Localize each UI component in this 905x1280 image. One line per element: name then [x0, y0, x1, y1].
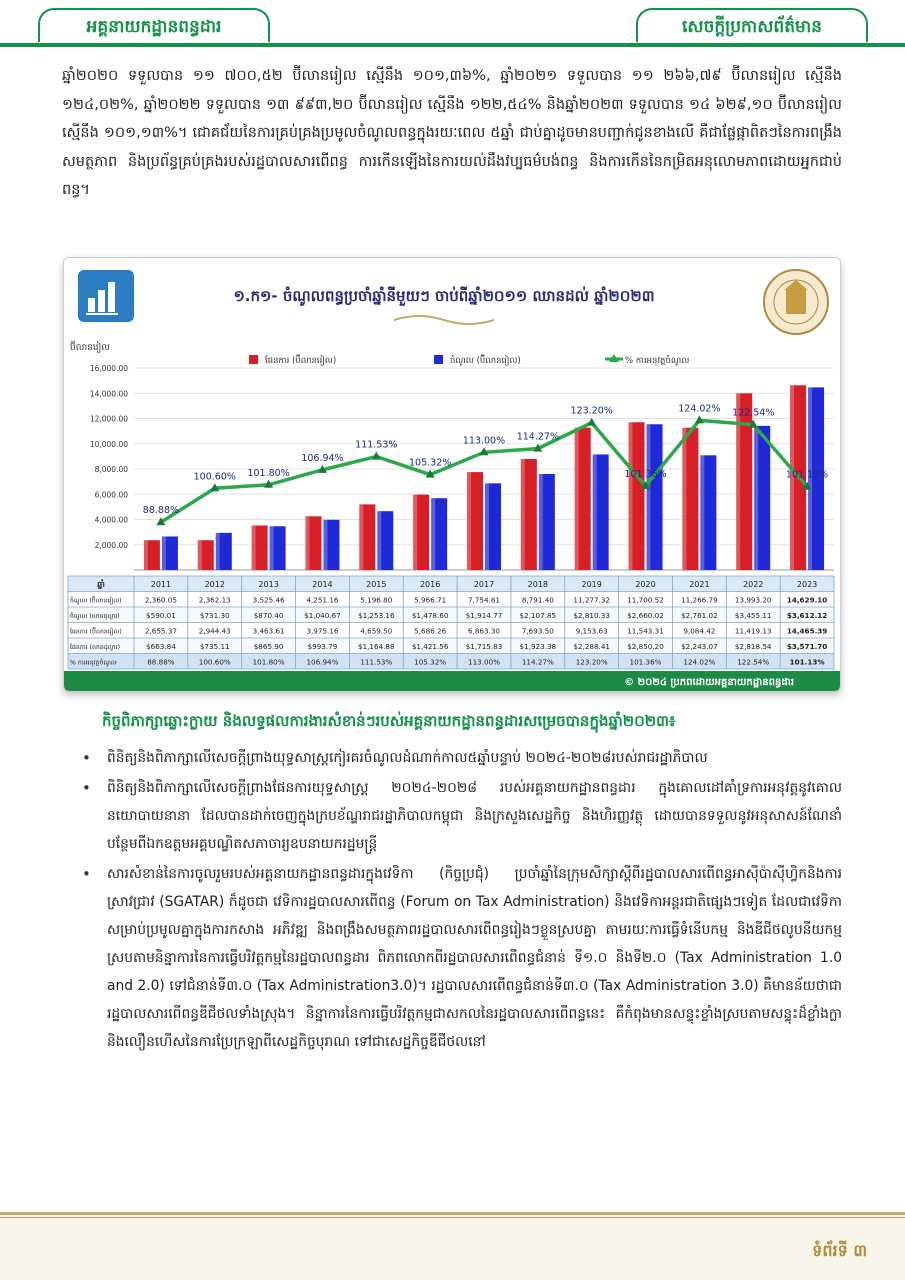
footer-decorative-band: [0, 1212, 905, 1280]
table-cell: 106.94%: [306, 657, 339, 667]
table-cell: 11,277.32: [573, 595, 610, 605]
percent-point-label: 111.53%: [355, 439, 398, 451]
legend-swatch: [249, 355, 258, 364]
table-cell: $663.84: [146, 642, 176, 651]
table-cell: 4,251.16: [306, 595, 339, 605]
chart-gridlines: [134, 368, 834, 570]
table-cell: 14,465.39: [786, 626, 828, 636]
table-row: [68, 638, 834, 654]
bar-highlight: [629, 422, 633, 570]
bar-highlight: [270, 526, 274, 570]
table-cell: 11,266.79: [681, 595, 718, 605]
bar-highlight: [323, 520, 327, 570]
bar-highlight: [485, 483, 489, 570]
header-department-title: អគ្គនាយកដ្ឋានពន្ធដារ: [38, 8, 270, 42]
table-cell: 88.88%: [147, 657, 175, 667]
table-cell: $3,455.11: [734, 611, 772, 620]
table-cell: 111.53%: [360, 657, 393, 667]
table-cell: $2,761.02: [681, 611, 718, 620]
table-cell: $731.30: [199, 611, 230, 620]
ministry-seal-emblem: [764, 270, 828, 334]
y-tick-label: 8,000.00: [94, 465, 128, 474]
percent-point-label: 101.36%: [624, 469, 667, 481]
table-cell: $2,288.41: [573, 642, 610, 651]
table-cell: 9,153.63: [575, 626, 608, 636]
bar-highlight: [575, 428, 579, 570]
table-cell: $1,914.77: [465, 611, 503, 620]
page-number: ទំព័រទី ៣: [812, 1241, 867, 1260]
table-cell: 100.60%: [198, 657, 231, 667]
table-cell: $2,850.20: [627, 642, 664, 651]
table-cell: 101.36%: [629, 657, 662, 667]
list-item: • ពិនិត្យនិងពិភាក្សាលើសេចក្តីព្រាងយុទ្ធសាស្ត្រកៀរគរចំណូលដំណាក់កាល៥ឆ្នាំបន្ទាប់ ២០២៤-២០២៨របស់រាជរដ្ឋាភិបាល: [82, 744, 842, 772]
bar-highlight: [198, 540, 202, 570]
table-cell: 123.20%: [575, 657, 608, 667]
table-year-2022: 2022: [743, 580, 764, 589]
table-cell: 9,084.42: [683, 626, 716, 636]
table-cell: $3,612.12: [786, 611, 828, 620]
table-row-label: ផែនការ (លានដុល្លារ): [70, 644, 120, 651]
y-tick-label: 16,000.00: [89, 364, 128, 373]
header-press-release-title: សេចក្តីប្រកាសព័ត៌មាន: [636, 8, 868, 42]
percent-point-label: 106.94%: [301, 452, 344, 464]
table-year-2016: 2016: [419, 580, 441, 589]
chart-footer-source: © ២០២៤ ប្រភពដោយអគ្គនាយកដ្ឋានពន្ធដារ: [624, 677, 794, 688]
table-cell: 3,525.46: [252, 595, 285, 605]
table-cell: 3,975.16: [306, 626, 339, 636]
bar-highlight: [252, 525, 256, 570]
table-row-label: % ការអនុវត្តចំណូល: [70, 659, 117, 667]
bar-highlight: [754, 426, 758, 570]
y-axis-unit-label: ប៊ីលានរៀល: [70, 343, 110, 353]
table-year-2023: 2023: [796, 580, 818, 589]
y-axis-ticks: [90, 364, 128, 550]
table-cell: 2,655.37: [144, 626, 177, 636]
chart-legend: [249, 354, 689, 366]
table-cell: $1,715.83: [465, 642, 503, 651]
bar-highlight: [216, 533, 220, 570]
bar-highlight: [431, 498, 435, 570]
table-cell: 101.80%: [252, 657, 285, 667]
table-year-2012: 2012: [204, 580, 225, 589]
table-cell: 122.54%: [737, 657, 770, 667]
revenue-chart-panel: [63, 257, 841, 692]
legend-swatch: [434, 355, 443, 364]
chart-data-table: [68, 576, 834, 669]
table-year-2020: 2020: [635, 580, 656, 589]
table-cell: $1,421.56: [411, 642, 449, 651]
table-cell: 5,966.71: [414, 595, 447, 605]
list-item: • សារសំខាន់នៃការចូលរួមរបស់អគ្គនាយកដ្ឋានពន្ធដារក្នុងវេទិកា (កិច្ចប្រជុំ) ប្រចាំឆ្នាំនៃក្រុមសិក្សាស្តីពីរដ្ឋបាលសារពើពន្ធអាស៊ីប៉ាស៊ីហ្វិកនិងការស្រាវជ្រាវ (SGATAR) ក៏ដូចជា វេទិការដ្ឋបាលសារពើពន្ធ (Forum on Tax Administration) និងវេទិកាអន្តរជាតិផ្សេងៗទៀត ដែលជាវេទិកាសម្រាប់ប្រមូលគ្នាក្នុងការកសាង អភិវឌ្ឍ និងពង្រឹងសមត្ថភាពរដ្ឋបាលសារពើពន្ធរៀងៗខ្លួនស្របគ្នា តាមរយៈការធ្វើទំនើបកម្ម និងឌីជីថលូបនីយកម្ម ស្របតាមនិន្នាការនៃការធ្វើបរិវត្តកម្មនៃរដ្ឋបាលពន្ធដារ ពិភពលោកពីរដ្ឋបាលសារពើពន្ធជំនាន់ ទី១.០ និងទី២.០ (Tax Administration 1.0 and 2.0) ទៅជំនាន់ទី៣.០ (Tax Administration3.0)។ រដ្ឋបាលសារពើពន្ធជំនាន់ទី៣.០ (Tax Administration 3.0) គឺមានន័យថាជារដ្ឋបាលសារពើពន្ធឌីជីថលទាំងស្រុង។ និន្នាការនៃការធ្វើបរិវត្តកម្មជាសកលនៃរដ្ឋបាលសារពើពន្ធនេះ គឺកំពុងមានសន្ទុះខ្លាំងស្របតាមសន្ទុះដ៏ខ្លាំងក្លានិងលឿនហើសនៃការប្រែក្រឡាពីសេដ្ឋកិច្ចបុរាណ ទៅជាសេដ្ឋកិច្ចឌីជីថលនៅ: [82, 860, 842, 1056]
percent-point-label: 101.80%: [247, 467, 290, 479]
table-cell: $1,478.60: [411, 611, 449, 620]
table-year-2011: 2011: [150, 580, 172, 589]
percent-point-label: 123.20%: [570, 405, 613, 417]
section-heading: កិច្ចពិភាក្សាឆ្លោះក្លាយ និងលទ្ធផលការងារសំខាន់ៗរបស់អគ្គនាយកដ្ឋានពន្ធដារសម្រេចបានក្នុងឆ្នាំ២០២៣៖: [102, 712, 676, 730]
table-row: [68, 654, 834, 670]
table-cell: 2,360.05: [144, 595, 177, 605]
chart-bars: [144, 385, 824, 570]
y-tick-label: 4,000.00: [94, 515, 128, 525]
table-cell: $993.79: [307, 642, 338, 651]
y-tick-label: 10,000.00: [89, 439, 128, 449]
bar-highlight: [377, 511, 381, 570]
bar-highlight: [162, 536, 166, 570]
table-year-2015: 2015: [366, 580, 387, 589]
table-cell: 101.13%: [789, 657, 825, 667]
y-tick-label: 2,000.00: [94, 540, 128, 550]
revenue-chart: [64, 258, 840, 691]
table-year-2017: 2017: [473, 580, 495, 589]
table-cell: 6,863.30: [467, 626, 501, 636]
table-cell: 2,944.43: [198, 626, 231, 636]
bar-highlight: [736, 393, 740, 570]
table-year-2019: 2019: [581, 580, 602, 589]
bar-highlight: [144, 540, 148, 570]
table-cell: 5,686.26: [414, 626, 447, 636]
table-cell: 13,993.20: [734, 595, 772, 605]
table-cell: $2,660.02: [627, 611, 664, 620]
table-cell: 7,693.50: [521, 626, 554, 636]
percent-point-label: 124.02%: [678, 403, 721, 415]
table-cell: $1,040.67: [304, 611, 341, 620]
table-year-2021: 2021: [689, 580, 710, 589]
table-cell: 11,543.31: [627, 626, 664, 636]
list-item: • ពិនិត្យនិងពិភាក្សាលើសេចក្តីព្រាងផែនការយុទ្ធសាស្ត្រ ២០២៤-២០២៨ របស់អគ្គនាយកដ្ឋានពន្ធដារ ក្នុងគោលដៅគាំទ្រការអនុវត្តនូវគោលនយោបាយនានា ដែលបានដាក់ចេញក្នុងក្របខ័ណ្ឌរាជរដ្ឋាភិបាលកម្ពុជា និងក្រសួងសេដ្ឋកិច្ច និងហិរញ្ញវត្ថុ ដោយបានទទួលនូវអនុសាសន៍ណែនាំបន្ថែមពីឯកឧត្តមអគ្គបណ្ឌិតសភាចារ្យឧបនាយករដ្ឋមន្ត្រី: [82, 774, 842, 858]
table-row: [68, 592, 834, 608]
table-year-2014: 2014: [312, 580, 333, 589]
table-cell: $865.90: [253, 642, 284, 651]
table-row-label: ផែនការ (ប៊ីលានរៀល): [70, 628, 122, 636]
table-cell: 14,629.10: [786, 595, 828, 605]
table-cell: $870.40: [253, 611, 284, 620]
percent-point-label: 105.32%: [409, 457, 452, 469]
table-header-row: [68, 576, 834, 592]
bar-highlight: [593, 454, 597, 570]
table-cell: 11,419.13: [734, 626, 772, 636]
table-cell: $590.01: [146, 611, 176, 620]
bar-highlight: [359, 504, 363, 570]
table-cell: $1,164.88: [358, 642, 395, 651]
table-cell: 3,463.61: [252, 626, 285, 636]
table-cell: 5,196.80: [360, 595, 393, 605]
intro-paragraph: ឆ្នាំ២០២០ ទទួលបាន ១១ ៧០០,៥២ ប៊ីលានរៀល ស្មើនឹង ១០១,៣៦%, ឆ្នាំ២០២១ ទទួលបាន ១១ ២៦៦,៧៩ ប៊ីលានរៀល ស្មើនឹង ១២៤,០២%, ឆ្នាំ២០២២ ទទួលបាន ១៣ ៩៩៣,២០ ប៊ីលានរៀល ស្មើនឹង ១២២,៥៤% និងឆ្នាំ២០២៣ ទទួលបាន ១៤ ៦២៩,១០ ប៊ីលានរៀល ស្មើនឹង ១០១,១៣%។ ជោគជ័យនៃការគ្រប់គ្រងប្រមូលចំណូលពន្ធក្នុងរយៈពេល ៥ឆ្នាំ ជាប់គ្នាដូចមានបញ្ជាក់ជូនខាងលើ គឺជាផ្លែផ្កាពិតៗនៃការពង្រឹងសមត្ថភាព និងប្រព័ន្ធគ្រប់គ្រងរបស់រដ្ឋបាលសារពើពន្ធ ការកើនឡើងនៃការយល់ដឹងវប្បធម៌បង់ពន្ធ និងការកើននៃកម្រិតអនុលោមភាពដោយអ្នកជាប់ពន្ធ។: [62, 68, 842, 198]
table-cell: $2,107.85: [519, 611, 557, 620]
percent-point-label: 113.00%: [462, 435, 506, 447]
table-cell: 4,659.50: [360, 626, 393, 636]
table-year-2013: 2013: [258, 580, 279, 589]
legend-label: ផែនការ (ប៊ីលានរៀល): [265, 356, 337, 366]
table-year-2018: 2018: [527, 580, 549, 589]
table-cell: $1,923.38: [519, 642, 557, 651]
table-cell: $1,253.16: [358, 611, 395, 620]
percent-point-label: 101.13%: [785, 469, 829, 481]
bar-highlight: [305, 516, 309, 570]
table-cell: $3,571.70: [786, 642, 828, 651]
table-row: [68, 623, 834, 639]
table-cell: 124.02%: [683, 657, 716, 667]
bar-highlight: [647, 424, 651, 570]
y-tick-label: 14,000.00: [89, 389, 128, 399]
bar-highlight: [521, 459, 525, 570]
table-cell: 2,362.13: [198, 595, 231, 605]
percent-point-label: 122.54%: [732, 407, 775, 419]
bar-highlight: [467, 472, 471, 570]
table-cell: 113.00%: [468, 657, 500, 667]
table-cell: $2,810.33: [573, 611, 610, 620]
table-row: [68, 607, 834, 623]
chart-title: ១.ក១- ចំណូលពន្ធប្រចាំឆ្នាំនីមួយៗ ចាប់ពីឆ្នាំ២០១១ ឈានដល់ ឆ្នាំ២០២៣: [233, 287, 655, 305]
legend-label: % ការអនុវត្តចំណូល: [625, 356, 690, 366]
achievements-list: [82, 744, 842, 1058]
table-row-label: ចំណូល (ប៊ីលានរៀល): [70, 597, 122, 605]
table-cell: $735.11: [199, 642, 230, 651]
table-cell: 7,754.81: [467, 595, 501, 605]
bar-highlight: [413, 495, 417, 570]
bar-highlight: [539, 474, 543, 570]
percent-point-label: 114.27%: [516, 431, 559, 443]
table-row-label: ចំណូល (លានដុល្លារ): [70, 613, 120, 620]
table-cell: 11,700.52: [627, 595, 664, 605]
table-header-label: ឆ្នាំ: [97, 580, 105, 589]
footer-rule: [0, 1212, 905, 1215]
percent-point-label: 88.88%: [142, 505, 180, 517]
y-tick-label: 6,000.00: [94, 490, 128, 500]
y-tick-label: 12,000.00: [89, 414, 128, 424]
table-cell: $2,818.54: [734, 642, 772, 651]
table-cell: 114.27%: [521, 657, 554, 667]
bar-highlight: [682, 428, 686, 570]
footer-rule-thin: [0, 1217, 905, 1218]
table-cell: 105.32%: [414, 657, 447, 667]
table-cell: 8,791.40: [521, 595, 554, 605]
table-cell: $2,243.07: [681, 642, 718, 651]
bar-highlight: [700, 455, 704, 570]
percent-point-label: 100.60%: [193, 471, 236, 483]
legend-label: ចំណូល (ប៊ីលានរៀល): [450, 356, 521, 366]
